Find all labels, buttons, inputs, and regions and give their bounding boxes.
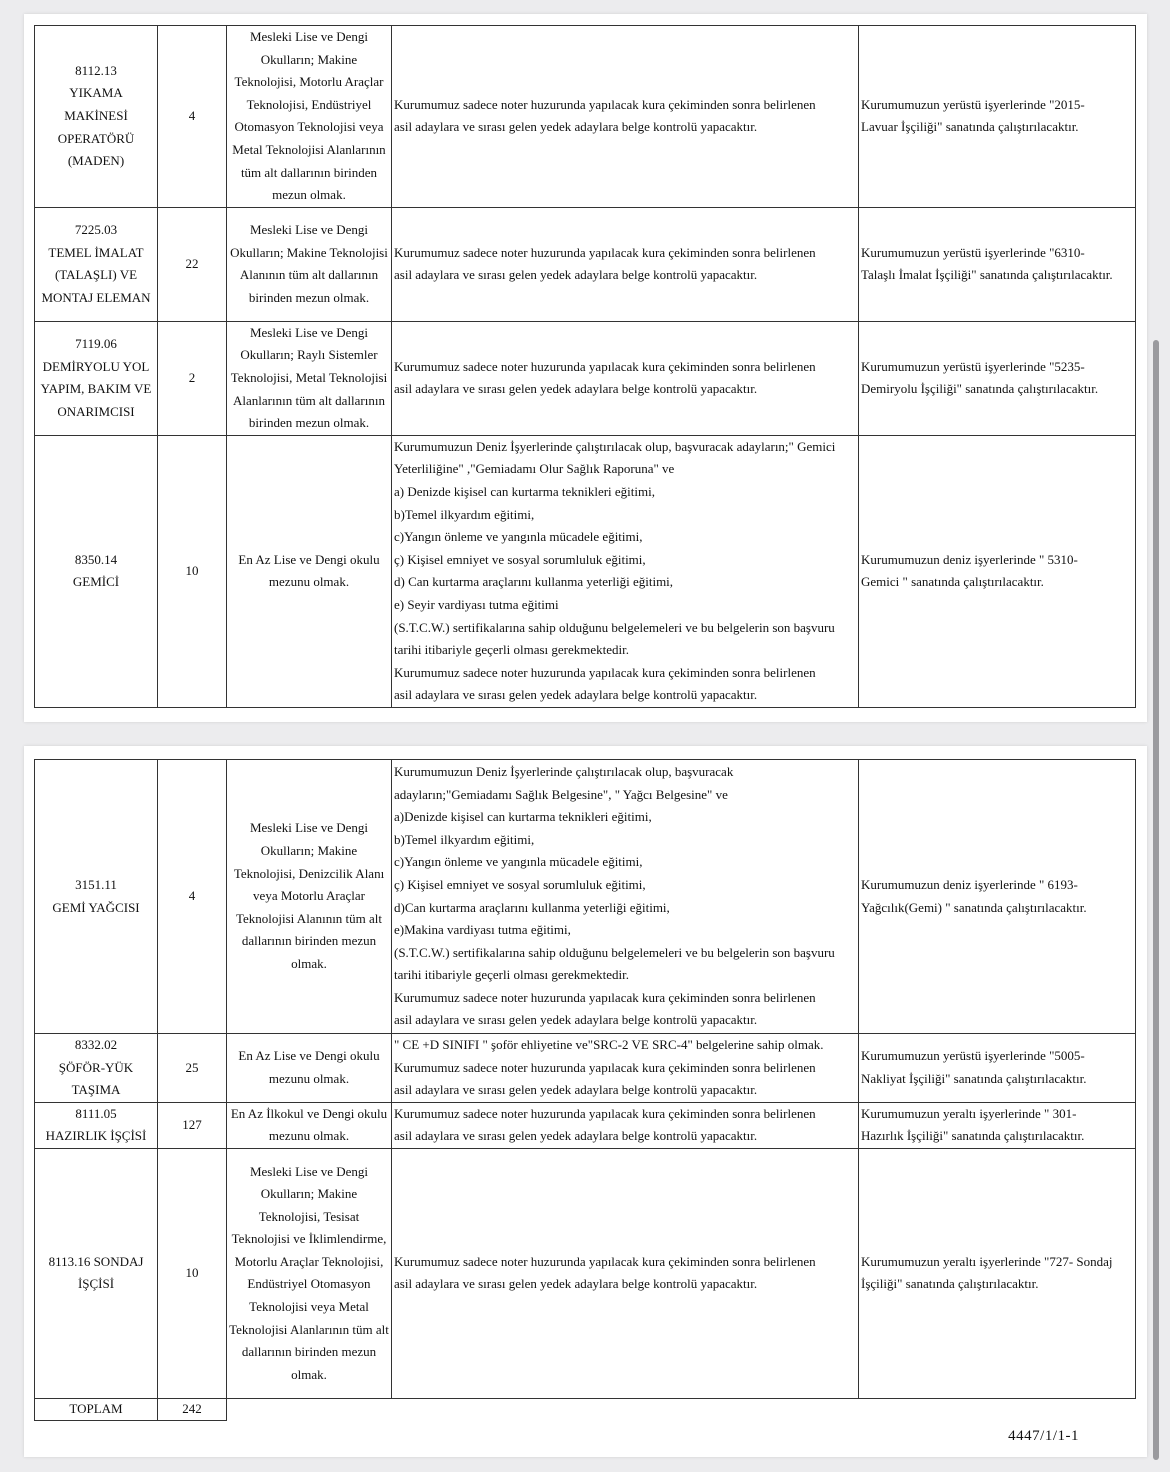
requirement-line: asil adaylara ve sırası gelen yedek adaylara belge kontrolü yapacaktır.	[394, 1082, 758, 1098]
workplace-info	[859, 435, 1136, 707]
position-title-line: HAZIRLIK İŞÇİSİ	[45, 1128, 147, 1144]
position-code: 8113.16 SONDAJ	[48, 1253, 144, 1269]
workplace-line: Kurumumuzun yeraltı işyerlerinde " 301-	[861, 1105, 1077, 1121]
total-count: 242	[158, 1398, 227, 1420]
position-count: 10	[158, 435, 227, 707]
requirement-line: tarihi itibariyle geçerli olması gerekmektedir.	[394, 967, 629, 983]
position-count: 127	[158, 1102, 227, 1148]
education-requirement	[227, 1034, 392, 1103]
position-code: 8332.02	[74, 1037, 118, 1052]
workplace-line: Nakliyat İşçiliği" sanatında çalıştırılacaktır.	[861, 1070, 1087, 1086]
education-text: Mesleki Lise ve Dengi Okulların; Raylı Sistemler Teknolojisi, Metal Teknolojisi Alanlarının tüm alt dallarının birinden mezun olmak.	[230, 324, 388, 431]
position-title-line: İŞÇİSİ	[77, 1276, 115, 1292]
requirement-line: (S.T.C.W.) sertifikalarına sahip olduğunu belgelemeleri ve bu belgelerin son başvuru	[394, 944, 835, 960]
workplace-line: Yağcılık(Gemi) " sanatında çalıştırılacaktır.	[861, 899, 1087, 915]
requirement-line: ç) Kişisel emniyet ve sosyal sorumluluk eğitimi,	[394, 876, 646, 892]
education-text: En Az Lise ve Dengi okulu mezunu olmak.	[238, 1048, 380, 1086]
position-title-line: TAŞIMA	[71, 1082, 121, 1098]
workplace-info	[859, 26, 1136, 208]
workplace-line: Kurumumuzun yerüstü işyerlerinde "2015-	[861, 96, 1085, 112]
position-code: 3151.11	[75, 876, 117, 892]
workplace-line: Kurumumuzun deniz işyerlerinde " 6193-	[861, 876, 1078, 892]
position-code: 7225.03	[74, 222, 118, 238]
position-title-line: MONTAJ ELEMAN	[41, 289, 151, 305]
education-requirement	[227, 435, 392, 707]
requirement-line: (S.T.C.W.) sertifikalarına sahip olduğunu belgelemeleri ve bu belgelerin son başvuru	[394, 619, 835, 635]
position-code-cell	[35, 207, 158, 321]
position-title-line: (TALAŞLI) VE	[54, 267, 138, 283]
position-title-line: MAKİNESİ	[64, 108, 128, 124]
requirement-line: a) Denizde kişisel can kurtarma teknikleri eğitimi,	[394, 483, 655, 499]
workplace-line: Lavuar İşçiliği" sanatında çalıştırılacaktır.	[861, 119, 1079, 135]
requirement-line: Yeterliliğine" ,"Gemiadamı Olur Sağlık Raporuna" ve	[394, 461, 675, 477]
requirement-line: asil adaylara ve sırası gelen yedek adaylara belge kontrolü yapacaktır.	[394, 381, 758, 397]
position-title-line: GEMİCİ	[72, 574, 120, 590]
requirement-line: e)Makina vardiyası tutma eğitimi,	[394, 922, 571, 938]
position-code: 7119.06	[75, 336, 117, 352]
position-code-cell	[35, 1034, 158, 1103]
requirement-line: asil adaylara ve sırası gelen yedek adaylara belge kontrolü yapacaktır.	[394, 119, 758, 135]
position-count: 22	[158, 207, 227, 321]
education-text: Mesleki Lise ve Dengi Okulların; Makine Teknolojisi, Tesisat Teknolojisi ve İklimlendirme, Motorlu Araçlar Teknolojisi, Endüstriyel Otomasyon Teknolojisi veya Metal Teknolojisi Alanlarının tüm alt dallarının birinden mezun olmak.	[229, 1163, 389, 1382]
table-row	[35, 1102, 1136, 1148]
requirement-line: " CE +D SINIFI " şoför ehliyetine ve"SRC-2 VE SRC-4" belgelerine sahip olmak.	[394, 1037, 824, 1052]
requirement-line: Kurumumuzun Deniz İşyerlerinde çalıştırılacak olup, başvuracak adayların;" Gemici	[394, 438, 836, 454]
position-title-line: (MADEN)	[67, 153, 125, 169]
position-title-line: YAPIM, BAKIM VE	[40, 381, 152, 397]
other-requirements	[392, 760, 859, 1034]
requirement-line: Kurumumuz sadece noter huzurunda yapılacak kura çekiminden sonra belirlenen	[394, 358, 816, 374]
position-code-cell	[35, 435, 158, 707]
workplace-info	[859, 1148, 1136, 1398]
page-sheet-1	[24, 14, 1147, 722]
requirement-line: ç) Kişisel emniyet ve sosyal sorumluluk eğitimi,	[394, 551, 646, 567]
requirement-line: d)Can kurtarma araçlarını kullanma yeterliği eğitimi,	[394, 899, 670, 915]
workplace-line: Kurumumuzun yerüstü işyerlerinde "5235-	[861, 358, 1085, 374]
other-requirements	[392, 435, 859, 707]
education-requirement	[227, 760, 392, 1034]
requirement-line: Kurumumuz sadece noter huzurunda yapılacak kura çekiminden sonra belirlenen	[394, 1253, 816, 1269]
scrollbar[interactable]	[1153, 340, 1159, 1460]
requirement-line: b)Temel ilkyardım eğitimi,	[394, 506, 535, 522]
table-row	[35, 1034, 1136, 1103]
workplace-line: Kurumumuzun yeraltı işyerlerinde "727- Sondaj	[861, 1253, 1113, 1269]
other-requirements	[392, 321, 859, 435]
position-code: 8112.13	[75, 62, 117, 78]
requirement-line: Kurumumuz sadece noter huzurunda yapılacak kura çekiminden sonra belirlenen	[394, 1059, 816, 1075]
requirement-line: asil adaylara ve sırası gelen yedek adaylara belge kontrolü yapacaktır.	[394, 1276, 758, 1292]
position-title-line: TEMEL İMALAT	[48, 244, 144, 260]
requirement-line: asil adaylara ve sırası gelen yedek adaylara belge kontrolü yapacaktır.	[394, 267, 758, 283]
requirement-line: d) Can kurtarma araçlarını kullanma yeterliği eğitimi,	[394, 574, 674, 590]
position-title-line: ŞÖFÖR-YÜK	[58, 1059, 134, 1075]
position-title-line: YIKAMA	[69, 85, 123, 101]
workplace-info	[859, 207, 1136, 321]
workplace-line: Talaşlı İmalat İşçiliği" sanatında çalıştırılacaktır.	[861, 267, 1113, 283]
education-text: En Az İlkokul ve Dengi okulu mezunu olmak.	[230, 1105, 388, 1144]
positions-table-1	[34, 25, 1136, 708]
total-row	[35, 1398, 1136, 1420]
requirement-line: b)Temel ilkyardım eğitimi,	[394, 831, 535, 847]
total-label: TOPLAM	[35, 1398, 158, 1420]
workplace-info	[859, 760, 1136, 1034]
table-row	[35, 760, 1136, 1034]
requirement-line: Kurumumuz sadece noter huzurunda yapılacak kura çekiminden sonra belirlenen	[394, 989, 816, 1005]
workplace-line: Demiryolu İşçiliği" sanatında çalıştırılacaktır.	[861, 381, 1099, 397]
requirement-line: asil adaylara ve sırası gelen yedek adaylara belge kontrolü yapacaktır.	[394, 1128, 758, 1144]
requirement-line: asil adaylara ve sırası gelen yedek adaylara belge kontrolü yapacaktır.	[394, 1012, 758, 1028]
requirement-line: Kurumumuz sadece noter huzurunda yapılacak kura çekiminden sonra belirlenen	[394, 664, 816, 680]
position-title-line: GEMİ YAĞCISI	[52, 899, 140, 915]
table-row	[35, 207, 1136, 321]
document-reference: 4447/1/1-1	[1008, 1428, 1079, 1444]
position-code: 8350.14	[74, 551, 118, 567]
requirement-line: Kurumumuz sadece noter huzurunda yapılacak kura çekiminden sonra belirlenen	[394, 1105, 816, 1121]
education-requirement	[227, 207, 392, 321]
position-code-cell	[35, 1102, 158, 1148]
other-requirements	[392, 26, 859, 208]
education-text: Mesleki Lise ve Dengi Okulların; Makine Teknolojisi, Motorlu Araçlar Teknolojisi, Endüstriyel Otomasyon Teknolojisi veya Metal Teknolojisi Alanlarının tüm alt dallarının birinden mezun olmak.	[232, 29, 386, 203]
position-code-cell	[35, 1148, 158, 1398]
position-code-cell	[35, 760, 158, 1034]
table-row	[35, 321, 1136, 435]
workplace-line: Gemici " sanatında çalıştırılacaktır.	[861, 574, 1044, 590]
table-row	[35, 1148, 1136, 1398]
requirement-line: e) Seyir vardiyası tutma eğitimi	[394, 596, 559, 612]
position-code-cell	[35, 321, 158, 435]
position-count: 4	[158, 26, 227, 208]
position-title-line: DEMİRYOLU YOL	[42, 358, 150, 374]
requirement-line: c)Yangın önleme ve yangınla mücadele eğitimi,	[394, 529, 643, 545]
requirement-line: a)Denizde kişisel can kurtarma teknikleri eğitimi,	[394, 809, 652, 825]
position-count: 2	[158, 321, 227, 435]
requirement-line: Kurumumuz sadece noter huzurunda yapılacak kura çekiminden sonra belirlenen	[394, 244, 816, 260]
workplace-line: Kurumumuzun yerüstü işyerlerinde "6310-	[861, 244, 1085, 260]
total-empty-cell	[227, 1398, 1136, 1420]
position-code-cell	[35, 26, 158, 208]
education-text: En Az Lise ve Dengi okulu mezunu olmak.	[238, 551, 380, 590]
education-requirement	[227, 1148, 392, 1398]
position-code: 8111.05	[75, 1105, 117, 1121]
page-sheet-2	[24, 746, 1147, 1457]
workplace-line: İşçiliği" sanatında çalıştırılacaktır.	[861, 1276, 1039, 1292]
requirement-line: asil adaylara ve sırası gelen yedek adaylara belge kontrolü yapacaktır.	[394, 687, 758, 703]
education-text: Mesleki Lise ve Dengi Okulların; Makine Teknolojisi, Denizcilik Alanı veya Motorlu Araçlar Teknolojisi Alanının tüm alt dallarının birinden mezun olmak.	[233, 820, 385, 971]
requirement-line: Kurumumuz sadece noter huzurunda yapılacak kura çekiminden sonra belirlenen	[394, 96, 816, 112]
workplace-info	[859, 1034, 1136, 1103]
other-requirements	[392, 1148, 859, 1398]
position-title-line: ONARIMCISI	[57, 403, 135, 419]
table-row	[35, 435, 1136, 707]
position-count: 25	[158, 1034, 227, 1103]
position-count: 10	[158, 1148, 227, 1398]
education-text: Mesleki Lise ve Dengi Okulların; Makine Teknolojisi Alanının tüm alt dallarının birinden mezun olmak.	[230, 222, 388, 305]
workplace-info	[859, 321, 1136, 435]
position-title-line: OPERATÖRÜ	[57, 130, 135, 146]
workplace-line: Kurumumuzun yerüstü işyerlerinde "5005-	[861, 1048, 1085, 1064]
education-requirement	[227, 1102, 392, 1148]
other-requirements	[392, 1034, 859, 1103]
requirement-line: Kurumumuzun Deniz İşyerlerinde çalıştırılacak olup, başvuracak	[394, 763, 734, 779]
other-requirements	[392, 207, 859, 321]
position-count: 4	[158, 760, 227, 1034]
workplace-line: Hazırlık İşçiliği" sanatında çalıştırılacaktır.	[861, 1128, 1085, 1144]
education-requirement	[227, 321, 392, 435]
other-requirements	[392, 1102, 859, 1148]
education-requirement	[227, 26, 392, 208]
requirement-line: tarihi itibariyle geçerli olması gerekmektedir.	[394, 642, 629, 658]
table-row	[35, 26, 1136, 208]
workplace-line: Kurumumuzun deniz işyerlerinde " 5310-	[861, 551, 1078, 567]
workplace-info	[859, 1102, 1136, 1148]
positions-table-2	[34, 759, 1136, 1421]
requirement-line: c)Yangın önleme ve yangınla mücadele eğitimi,	[394, 854, 643, 870]
requirement-line: adayların;"Gemiadamı Sağlık Belgesine", " Yağcı Belgesine" ve	[394, 786, 728, 802]
